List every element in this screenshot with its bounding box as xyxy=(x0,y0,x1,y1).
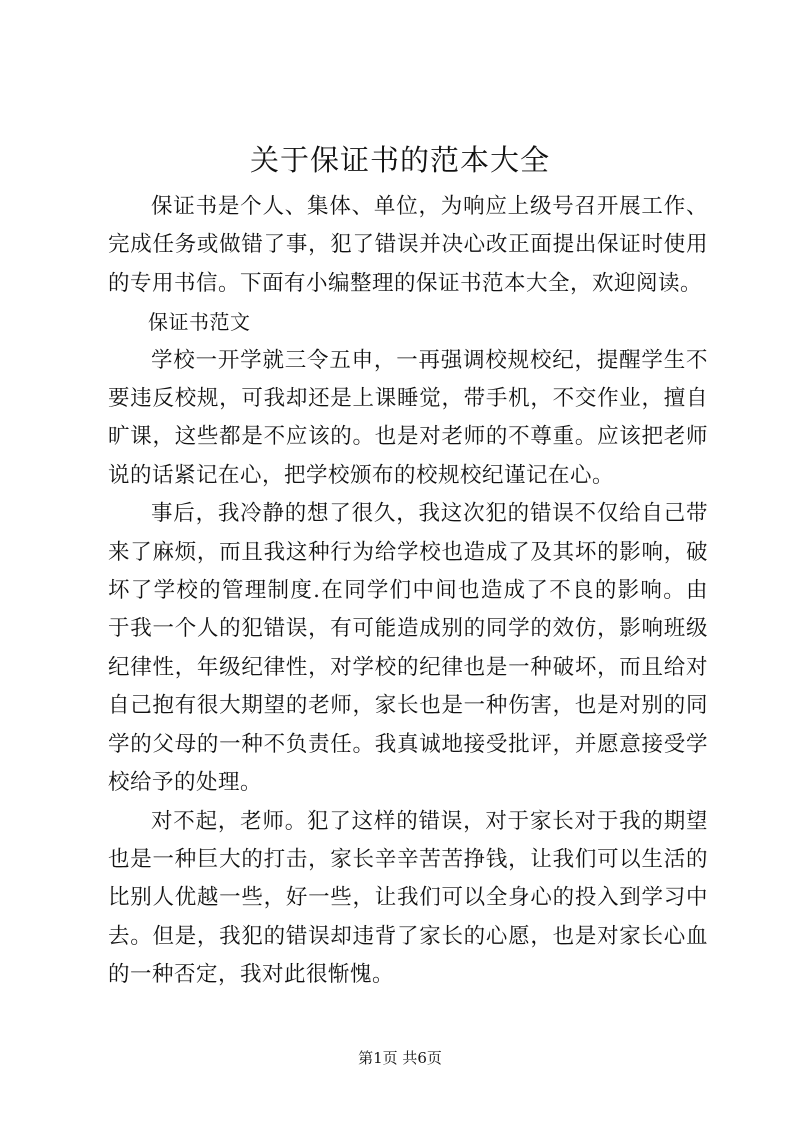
body-paragraph: 事后，我冷静的想了很久，我这次犯的错误不仅给自己带来了麻烦，而且我这种行为给学校也造成了及其坏的影响，破坏了学校的管理制度.在同学们中间也造成了不良的影响。由于我一个人的犯错误，有可能造成别的同学的效仿，影响班级纪律性，年级纪律性，对学校的纪律也是一种破坏，而且给对自己抱有很大期望的老师，家长也是一种伤害，也是对别的同学的父母的一种不负责任。我真诚地接受批评，并愿意接受学校给予的处理。 xyxy=(108,501,708,796)
intro-paragraph: 保证书是个人、集体、单位，为响应上级号召开展工作、完成任务或做错了事，犯了错误并决心改正面提出保证时使用的专用书信。下面有小编整理的保证书范本大全，欢迎阅读。 xyxy=(108,194,708,296)
body-paragraph: 学校一开学就三令五申，一再强调校规校纪，提醒学生不要违反校规，可我却还是上课睡觉，带手机，不交作业，擅自旷课，这些都是不应该的。也是对老师的不尊重。应该把老师说的话紧记在心，把学校颁布的校规校纪谨记在心。 xyxy=(108,347,708,488)
document-body xyxy=(108,188,708,995)
body-paragraph: 对不起，老师。犯了这样的错误，对于家长对于我的期望也是一种巨大的打击，家长辛辛苦苦挣钱，让我们可以生活的比别人优越一些，好一些，让我们可以全身心的投入到学习中去。但是，我犯的错误却违背了家长的心愿，也是对家长心血的一种否定，我对此很惭愧。 xyxy=(108,808,708,988)
section-heading: 保证书范文 xyxy=(148,310,251,335)
page-footer: 第1页 共6页 xyxy=(358,1049,442,1067)
document-title: 关于保证书的范本大全 xyxy=(249,143,550,177)
